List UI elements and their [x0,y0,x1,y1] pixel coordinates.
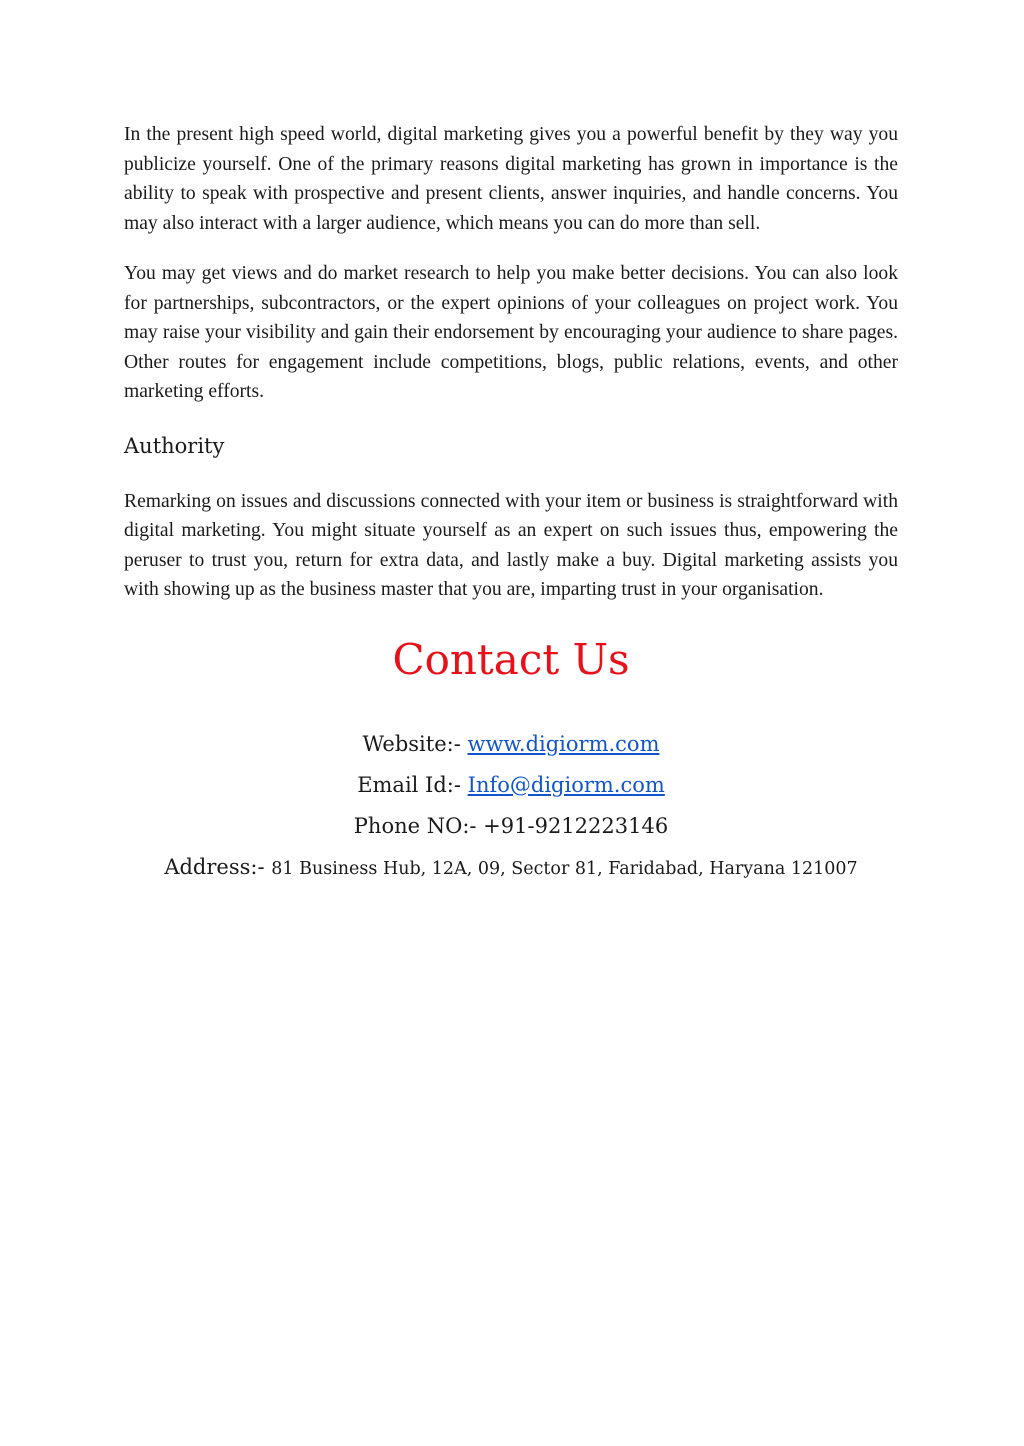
email-link[interactable]: Info@digiorm.com [467,772,665,797]
website-label: Website:- [362,731,468,756]
phone-label: Phone NO:- [353,813,484,838]
address-value: 81 Business Hub, 12A, 09, Sector 81, Faridabad, Haryana 121007 [271,858,858,879]
contact-details [124,724,898,890]
phone-line [124,806,898,847]
intro-paragraph: In the present high speed world, digital marketing gives you a powerful benefit by they way you publicize yourself. One of the primary reasons digital marketing has grown in importance is the ability to speak with prospective and present clients, answer inquiries, and handle concerns. You may also interact with a larger audience, which means you can do more than sell. [124,124,898,234]
authority-heading: Authority [124,433,225,458]
authority-paragraph: Remarking on issues and discussions connected with your item or business is straightforward with digital marketing. You might situate yourself as an expert on such issues thus, empowering the peruser to trust you, return for extra data, and lastly make a buy. Digital marketing assists you with showing up as the business master that you are, imparting trust in your organisation. [124,490,898,600]
research-paragraph: You may get views and do market research to help you make better decisions. You can also look for partnerships, subcontractors, or the expert opinions of your colleagues on project work. You may raise your visibility and gain their endorsement by encouraging your audience to share pages. Other routes for engagement include competitions, blogs, public relations, events, and other marketing efforts. [124,263,898,402]
address-line [124,847,898,890]
contact-title: Contact Us [392,634,630,684]
address-label: Address:- [164,854,272,879]
email-line [124,765,898,806]
document-page [124,120,898,890]
email-label: Email Id:- [357,772,468,797]
website-line [124,724,898,765]
phone-value: +91-9212223146 [483,813,669,838]
website-link[interactable]: www.digiorm.com [467,731,660,756]
